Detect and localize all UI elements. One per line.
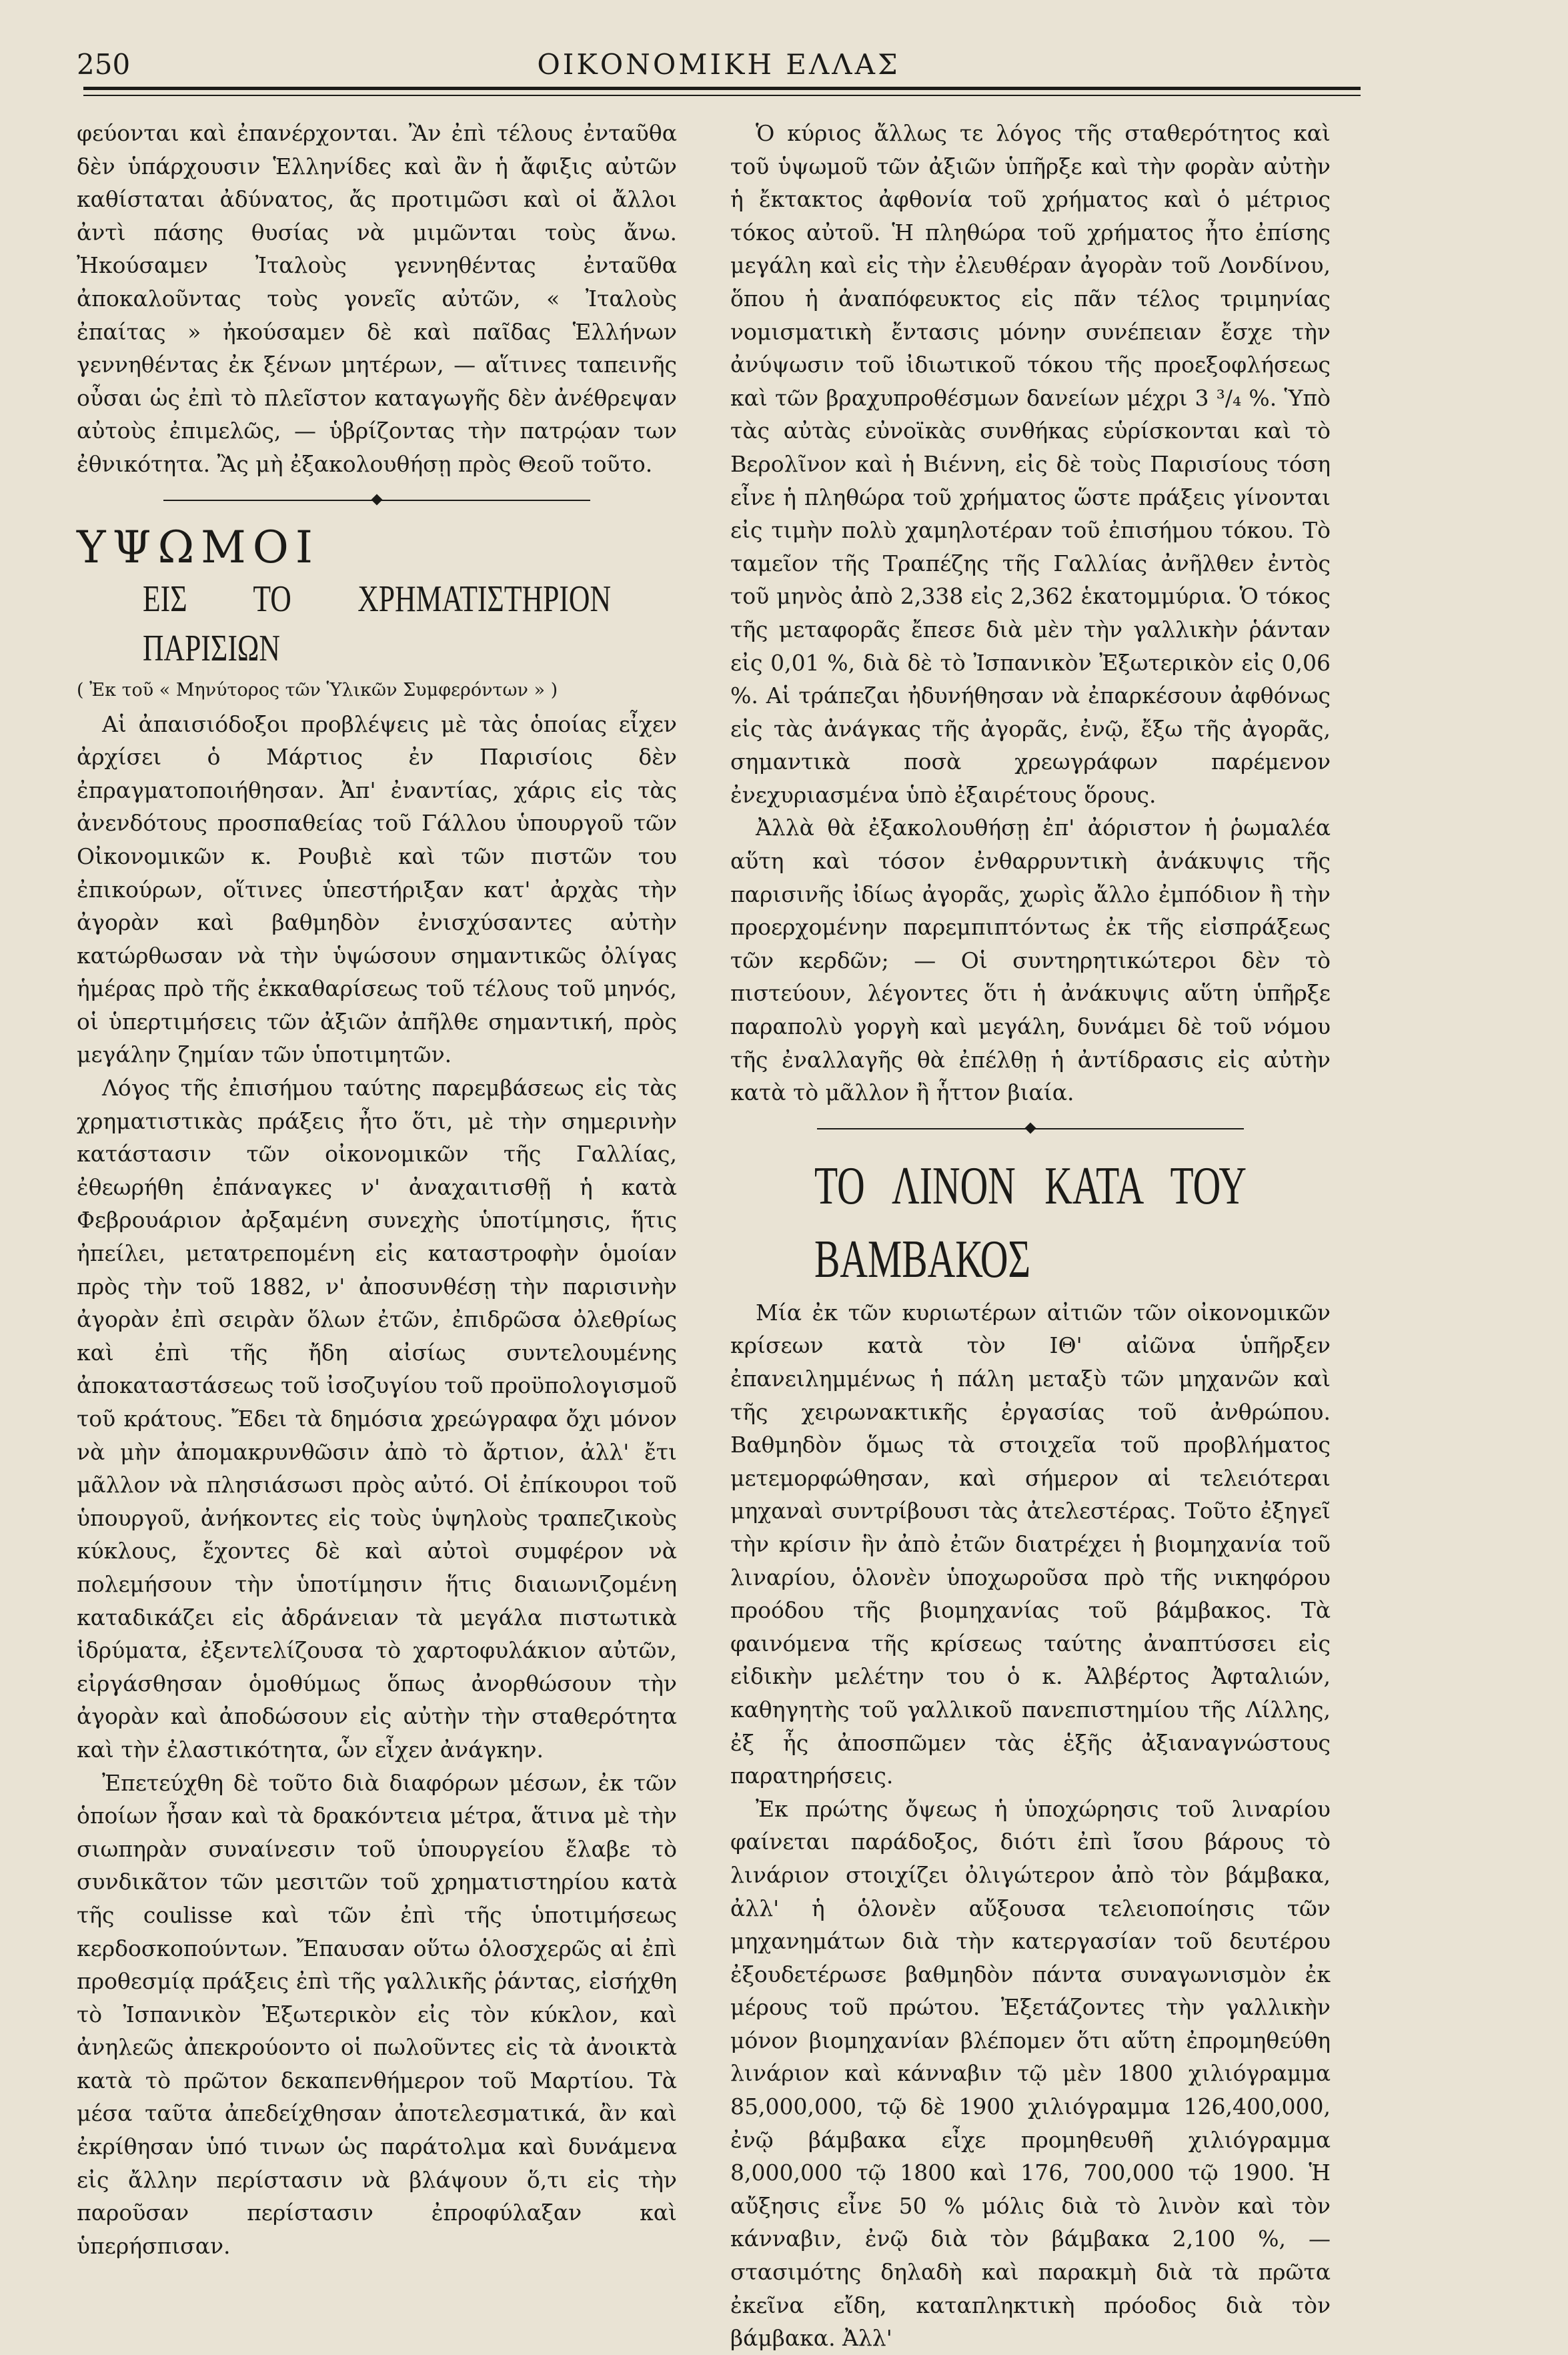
paragraph: Ἐκ πρώτης ὄψεως ἡ ὑποχώρησις τοῦ λιναρίου φαίνεται παράδοξος, διότι ἐπὶ ἴσου βάρους τὸ λινάριον στοιχίζει ὀλιγώτερον ἀπὸ τὸν βάμβακα, ἀλλ' ἡ ὁλονὲν αὔξουσα τελειοποίησις τῶν μηχανημάτων διὰ τὴν κατεργασίαν τοῦ δευτέρου ἐξουδετέρωσε βαθμηδὸν πάντα συναγωνισμὸν ἐκ μέρους τοῦ πρώτου. Ἐξετάζοντες τὴν γαλλικὴν μόνον βιομηχανίαν βλέπομεν ὅτι αὕτη ἐπρομηθεύθη λινάριον καὶ κάνναβιν τῷ μὲν 1800 χιλιόγραμμα 85,000,000, τῷ δὲ 1900 χιλιόγραμμα 126,400,000, ἐνῷ βάμβακα εἶχε προμηθευθῆ χιλιόγραμμα 8,000,000 τῷ 1800 καὶ 176, 700,000 τῷ 1900. Ἡ αὔξησις εἶνε 50 % μόλις διὰ τὸ λινὸν καὶ τὸν κάνναβιν, ἐνῷ διὰ τὸν βάμβακα 2,100 %, — στασιμότης δηλαδὴ καὶ παρακμὴ διὰ τὰ πρῶτα ἐκεῖνα εἴδη, καταπληκτικὴ πρόοδος διὰ τὸν βάμβακα. Ἀλλ' — [730, 1795, 1331, 2352]
paragraph: Ὁ κύριος ἄλλως τε λόγος τῆς σταθερότητος καὶ τοῦ ὑψωμοῦ τῶν ἀξιῶν ὑπῆρξε καὶ τὴν φορὰν αὐτὴν ἡ ἔκτακτος ἀφθονία τοῦ χρήματος καὶ ὁ μέτριος τόκος αὐτοῦ. Ἡ πληθώρα τοῦ χρήματος ἦτο ἐπίσης μεγάλη καὶ εἰς τὴν ἐλευθέραν ἀγορὰν τοῦ Λονδίνου, ὅπου ἡ ἀναπόφευκτος εἰς πᾶν τέλος τριμηνίας νομισματικὴ ἔντασις μόνην συνέπειαν ἔσχε τὴν ἀνύψωσιν τοῦ ἰδιωτικοῦ τόκου τῆς προεξοφλήσεως καὶ τῶν βραχυπροθέσμων δανείων μέχρι 3 ³/₄ %. Ὑπὸ τὰς αὐτὰς εὐνοϊκὰς συνθήκας εὑρίσκονται καὶ τὸ Βερολῖνον καὶ ἡ Βιέννη, εἰς δὲ τοὺς Παρισίους τόση εἶνε ἡ πληθώρα τοῦ χρήματος ὥστε πράξεις γίνονται εἰς τιμὴν πολὺ χαμηλοτέραν τοῦ ἐπισήμου τόκου. Τὸ ταμεῖον τῆς Τραπέζης τῆς Γαλλίας ἀνῆλθεν ἐντὸς τοῦ μηνὸς ἀπὸ 2,338 εἰς 2,362 ἑκατομμύρια. Ὁ τόκος τῆς μεταφορᾶς ἔπεσε διὰ μὲν τὴν γαλλικὴν ῥάνταν εἰς 0,01 %, διὰ δὲ τὸ Ἰσπανικὸν Ἐξωτερικὸν εἰς 0,06 %. Αἱ τράπεζαι ἠδυνήθησαν νὰ ἐπαρκέσουν ἀφθόνως εἰς τὰς ἀνάγκας τῆς ἀγορᾶς, ἐνῷ, ἔξω τῆς ἀγορᾶς, σημαντικὰ ποσὰ χρεωγράφων παρέμενον ἐνεχυριασμένα ὑπὸ ἐξαιρέτους ὅρους. — [730, 120, 1331, 808]
right-column — [730, 117, 1331, 2355]
section-separator — [77, 481, 677, 521]
article-title: ΥΨΩΜΟΙ — [77, 521, 319, 573]
running-title: ΟΙΚΟΝΟΜΙΚΗ ΕΛΛΑΣ — [537, 48, 900, 81]
article-title: ΤΟ ΛΙΝΟΝ ΚΑΤΑ ΤΟΥ ΒΑΜΒΑΚΟΣ — [814, 1156, 1247, 1289]
paragraph: Μία ἐκ τῶν κυριωτέρων αἰτιῶν τῶν οἰκονομικῶν κρίσεων κατὰ τὸν ΙΘ' αἰῶνα ὑπῆρξεν ἐπανειλημμένως ἡ πάλη μεταξὺ τῶν μηχανῶν καὶ τῆς χειρωνακτικῆς ἐργασίας τοῦ ἀνθρώπου. Βαθμηδὸν ὅμως τὰ στοιχεῖα τοῦ προβλήματος μετεμορφώθησαν, καὶ σήμερον αἱ τελειότεραι μηχαναὶ συντρίβουσι τὰς ἀτελεστέρας. Τοῦτο ἐξηγεῖ τὴν κρίσιν ἣν ἀπὸ ἐτῶν διατρέχει ἡ βιομηχανία τοῦ λιναρίου, ὁλονὲν ὑποχωροῦσα πρὸ τῆς νικηφόρου προόδου τῆς βιομηχανίας τοῦ βάμβακος. Τὰ φαινόμενα τῆς κρίσεως ταύτης ἀναπτύσσει εἰς εἰδικὴν μελέτην του ὁ κ. Ἀλβέρτος Ἀφταλιών, καθηγητὴς τοῦ γαλλικοῦ πανεπιστημίου τῆς Λίλλης, ἐξ ἧς ἀποσπῶμεν τὰς ἑξῆς ἀξιαναγνώστους παρατηρήσεις. — [730, 1299, 1331, 1789]
paragraph: Ἀλλὰ θὰ ἐξακολουθήσῃ ἐπ' ἀόριστον ἡ ῥωμαλέα αὕτη καὶ τόσον ἐνθαρρυντικὴ ἀνάκυψις τῆς παρισινῆς ἰδίως ἀγορᾶς, χωρὶς ἄλλο ἐμπόδιον ἢ τὴν προερχομένην παρεμπιπτόντως ἐκ τῆς εἰσπράξεως τῶν κερδῶν; — Οἱ συντηρητικώτεροι δὲν τὸ πιστεύουν, λέγοντες ὅτι ἡ ἀνάκυψις αὕτη ὑπῆρξε παραπολὺ γοργὴ καὶ μεγάλη, δυνάμει δὲ τοῦ νόμου τῆς ἐναλλαγῆς θὰ ἐπέλθῃ ἡ ἀντίδρασις εἰς αὐτὴν κατὰ τὸ μᾶλλον ἢ ἧττον βιαία. — [730, 815, 1331, 1106]
paragraph-continued: φεύονται καὶ ἐπανέρχονται. Ἂν ἐπὶ τέλους ἐνταῦθα δὲν ὑπάρχουσιν Ἑλληνίδες καὶ ἂν ἡ ἄφιξις αὐτῶν καθίσταται ἀδύνατος, ἄς προτιμῶσι καὶ οἱ ἄλλοι ἀντὶ πάσης θυσίας νὰ μιμῶνται τοὺς ἄνω. Ἠκούσαμεν Ἰταλοὺς γεννηθέντας ἐνταῦθα ἀποκαλοῦντας τοὺς γονεῖς αὐτῶν, « Ἰταλοὺς ἐπαίτας » ἠκούσαμεν δὲ καὶ παῖδας Ἑλλήνων γεννηθέντας ἐκ ξένων μητέρων, — αἵτινες ταπεινῆς οὖσαι ὡς ἐπὶ τὸ πλεῖστον καταγωγῆς δὲν ἀνέθρεψαν αὐτοὺς ἐπιμελῶς, — ὑβρίζοντας τὴν πατρῴαν των ἐθνικότητα. Ἂς μὴ ἐξακολουθήσῃ πρὸς Θεοῦ τοῦτο. — [77, 120, 677, 477]
article-subtitle: ΕΙΣ ΤΟ ΧΡΗΜΑΤΙΣΤΗΡΙΟΝ ΠΑΡΙΣΙΩΝ — [143, 578, 611, 669]
left-column — [77, 117, 677, 2262]
article-source: ( Ἐκ τοῦ « Μηνύτορος τῶν Ὑλικῶν Συμφερόντων » ) — [77, 679, 558, 700]
paragraph: Ἐπετεύχθη δὲ τοῦτο διὰ διαφόρων μέσων, ἐκ τῶν ὁποίων ἦσαν καὶ τὰ δρακόντεια μέτρα, ἅτινα μὲ τὴν σιωπηρὰν συναίνεσιν τοῦ ὑπουργείου ἔλαβε τὸ συνδικᾶτον τῶν μεσιτῶν τοῦ χρηματιστηρίου κατὰ τῆς coulisse καὶ τῶν ἐπὶ τῆς ὑποτιμήσεως κερδοσκοπούντων. Ἔπαυσαν οὕτω ὁλοσχερῶς αἱ ἐπὶ προθεσμίᾳ πράξεις ἐπὶ τῆς γαλλικῆς ῥάντας, εἰσήχθη τὸ Ἰσπανικὸν Ἐξωτερικὸν εἰς τὸν κύκλον, καὶ ἀνηλεῶς ἀπεκρούοντο οἱ πωλοῦντες εἰς τὰ ἀνοικτὰ κατὰ τὸ πρῶτον δεκαπενθήμερον τοῦ Μαρτίου. Τὰ μέσα ταῦτα ἀπεδείχθησαν ἀποτελεσματικά, ἂν καὶ ἐκρίθησαν ὑπό τινων ὡς παράτολμα καὶ δυνάμενα εἰς ἄλλην περίστασιν νὰ βλάψουν ὅ,τι εἰς τὴν παροῦσαν περίστασιν ἐπροφύλαξαν καὶ ὑπερήσπισαν. — [77, 1769, 677, 2259]
header-rule-thick — [83, 87, 1361, 90]
section-separator — [730, 1109, 1331, 1149]
paragraph: Λόγος τῆς ἐπισήμου ταύτης παρεμβάσεως εἰς τὰς χρηματιστικὰς πράξεις ἦτο ὅτι, μὲ τὴν σημερινὴν κατάστασιν τῶν οἰκονομικῶν τῆς Γαλλίας, ἐθεωρήθη ἐπάναγκες ν' ἀναχαιτισθῇ ἡ κατὰ Φεβρουάριον ἀρξαμένη συνεχὴς ὑποτίμησις, ἥτις ἠπείλει, μετατρεπομένη εἰς καταστροφὴν ὁμοίαν πρὸς τὴν τοῦ 1882, ν' ἀποσυνθέσῃ τὴν παρισινὴν ἀγορὰν ἐπὶ σειρὰν ὅλων ἐτῶν, ἐπιδρῶσα ὀλεθρίως καὶ ἐπὶ τῆς ἤδη αἰσίως συντελουμένης ἀποκαταστάσεως τοῦ ἰσοζυγίου τοῦ προϋπολογισμοῦ τοῦ κράτους. Ἔδει τὰ δημόσια χρεώγραφα ὄχι μόνον νὰ μὴν ἀπομακρυνθῶσιν ἀπὸ τὸ ἄρτιον, ἀλλ' ἔτι μᾶλλον νὰ πλησιάσωσι πρὸς αὐτό. Οἱ ἐπίκουροι τοῦ ὑπουργοῦ, ἀνήκοντες εἰς τοὺς ὑψηλοὺς τραπεζικοὺς κύκλους, ἔχοντες δὲ καὶ αὐτοὶ συμφέρον νὰ πολεμήσουν τὴν ὑποτίμησιν ἥτις διαιωνιζομένη καταδικάζει εἰς ἀδράνειαν τὰ μεγάλα πιστωτικὰ ἱδρύματα, ἐξεντελίζουσα τὸ χαρτοφυλάκιον αὐτῶν, εἰργάσθησαν ὁμοθύμως ὅπως ἀνορθώσουν τὴν ἀγορὰν καὶ ἀποδώσουν εἰς αὐτὴν τὴν σταθερότητα καὶ τὴν ἐλαστικότητα, ὧν εἶχεν ἀνάγκην. — [77, 1075, 677, 1763]
header-rule-thin — [83, 95, 1361, 96]
page-number: 250 — [77, 48, 131, 81]
paragraph: Αἱ ἀπαισιόδοξοι προβλέψεις μὲ τὰς ὁποίας εἶχεν ἀρχίσει ὁ Μάρτιος ἐν Παρισίοις δὲν ἐπραγματοποιήθησαν. Ἀπ' ἐναντίας, χάρις εἰς τὰς ἀνενδότους προσπαθείας τοῦ Γάλλου ὑπουργοῦ τῶν Οἰκονομικῶν κ. Ρουβιὲ καὶ τῶν πιστῶν του ἐπικούρων, οἵτινες ὑπεστήριξαν κατ' ἀρχὰς τὴν ἀγορὰν καὶ βαθμηδὸν ἐνισχύσαντες αὐτὴν κατώρθωσαν νὰ τὴν ὑψώσουν σημαντικῶς ὀλίγας ἡμέρας πρὸ τῆς ἐκκαθαρίσεως τοῦ τέλους τοῦ μηνός, οἱ ὑπερτιμήσεις τῶν ἀξιῶν ἀπῆλθε σημαντική, πρὸς μεγάλην ζημίαν τῶν ὑποτιμητῶν. — [77, 711, 677, 1068]
